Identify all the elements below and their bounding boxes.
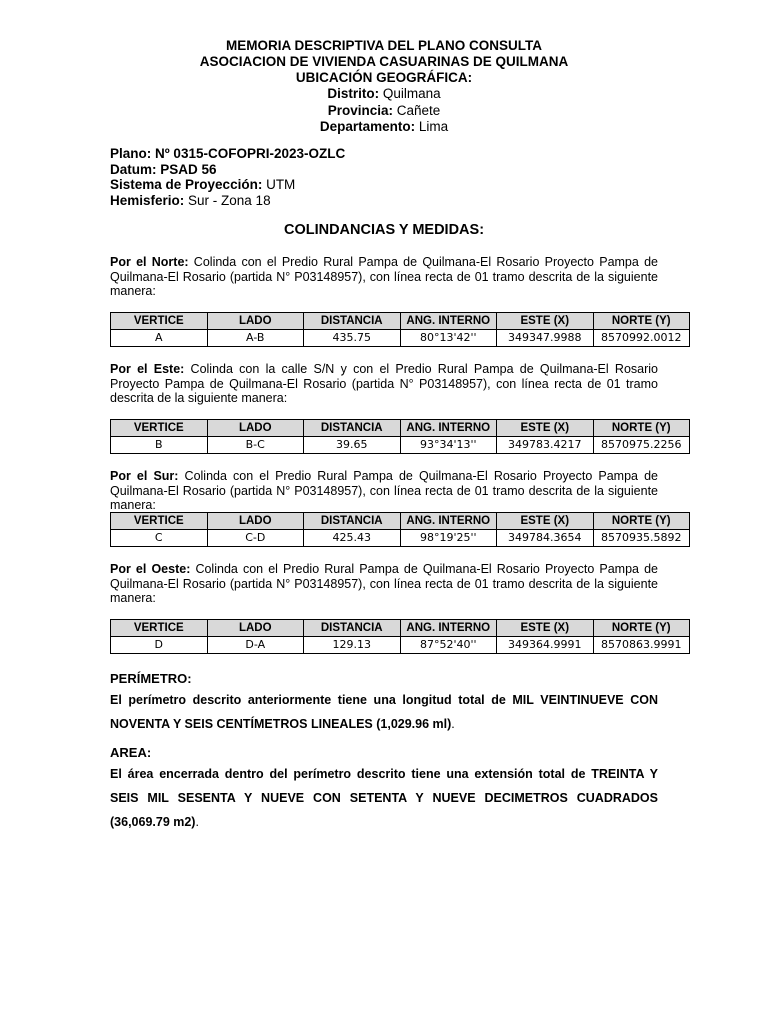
sur-lead: Por el Sur: xyxy=(110,469,179,483)
este-paragraph xyxy=(110,362,658,406)
perimetro-body: El perímetro descrito anteriormente tiene una longitud total de MIL VEINTINUEVE CON NOVENTA Y SEIS CENTÍMETROS LINEALES (1,029.96 ml) xyxy=(110,693,658,731)
cell-norte: 8570975.2256 xyxy=(593,437,690,454)
document-header xyxy=(0,38,768,136)
header-title-2: ASOCIACION DE VIVIENDA CASUARINAS DE QUILMANA xyxy=(199,54,569,69)
este-table xyxy=(110,419,690,454)
datum-line: Datum: PSAD 56 xyxy=(110,161,217,177)
departamento-line xyxy=(0,119,768,136)
sur-text: Colinda con el Predio Rural Pampa de Quilmana-El Rosario Proyecto Pampa de Quilmana-El Rosario (partida N° P03148957), con línea recta de 01 tramo descrita de la siguiente manera: xyxy=(110,469,658,512)
oeste-text: Colinda con el Predio Rural Pampa de Quilmana-El Rosario Proyecto Pampa de Quilmana-El Rosario (partida N° P03148957), con línea recta de 01 tramo descrita de la siguiente manera: xyxy=(110,562,658,605)
cell-lado: A-B xyxy=(207,330,304,347)
area-text xyxy=(110,762,658,834)
col-distancia: DISTANCIA xyxy=(304,313,401,330)
col-vertice: VERTICE xyxy=(111,620,208,637)
cell-este: 349784.3654 xyxy=(497,530,594,547)
col-lado: LADO xyxy=(207,420,304,437)
table-header-row xyxy=(111,620,690,637)
cell-norte: 8570935.5892 xyxy=(593,530,690,547)
norte-text: Colinda con el Predio Rural Pampa de Quilmana-El Rosario Proyecto Pampa de Quilmana-El Rosario (partida N° P03148957), con línea recta de 01 tramo descrita de la siguiente manera: xyxy=(110,255,658,298)
cell-lado: D-A xyxy=(207,637,304,654)
area-end: . xyxy=(195,815,199,829)
sur-table xyxy=(110,512,690,547)
header-title-3: UBICACIÓN GEOGRÁFICA: xyxy=(295,70,473,85)
col-ang-interno: ANG. INTERNO xyxy=(400,513,497,530)
hemisferio-value: Sur - Zona 18 xyxy=(184,192,271,208)
col-distancia: DISTANCIA xyxy=(304,420,401,437)
cell-vertice: C xyxy=(111,530,208,547)
distrito-line xyxy=(0,86,768,103)
col-ang-interno: ANG. INTERNO xyxy=(400,313,497,330)
cell-ang-interno: 80°13'42'' xyxy=(400,330,497,347)
col-este: ESTE (X) xyxy=(497,313,594,330)
col-ang-interno: ANG. INTERNO xyxy=(400,620,497,637)
col-este: ESTE (X) xyxy=(497,420,594,437)
cell-norte: 8570992.0012 xyxy=(593,330,690,347)
header-title-1: MEMORIA DESCRIPTIVA DEL PLANO CONSULTA xyxy=(225,38,542,53)
plano-line: Plano: Nº 0315-COFOPRI-2023-OZLC xyxy=(110,146,346,161)
hemisferio-label: Hemisferio: xyxy=(110,192,185,208)
perimetro-text xyxy=(110,688,658,736)
oeste-table xyxy=(110,619,690,654)
departamento-label: Departamento: xyxy=(319,119,416,134)
oeste-lead: Por el Oeste: xyxy=(110,562,191,576)
distrito-value: Quilmana xyxy=(379,86,441,101)
cell-distancia: 425.43 xyxy=(304,530,401,547)
col-vertice: VERTICE xyxy=(111,513,208,530)
sistema-line xyxy=(110,177,658,193)
distrito-label: Distrito: xyxy=(327,86,380,101)
col-norte: NORTE (Y) xyxy=(593,620,690,637)
cell-distancia: 435.75 xyxy=(304,330,401,347)
col-norte: NORTE (Y) xyxy=(593,513,690,530)
sistema-label: Sistema de Proyección: xyxy=(110,177,263,192)
cell-ang-interno: 93°34'13'' xyxy=(400,437,497,454)
cell-ang-interno: 87°52'40'' xyxy=(400,637,497,654)
table-header-row xyxy=(111,513,690,530)
provincia-label: Provincia: xyxy=(327,102,393,118)
cell-lado: B-C xyxy=(207,437,304,454)
col-distancia: DISTANCIA xyxy=(304,620,401,637)
cell-este: 349364.9991 xyxy=(497,637,594,654)
este-text: Colinda con la calle S/N y con el Predio Rural Pampa de Quilmana-El Rosario Proyecto Pampa de Quilmana-El Rosario (partida N° P03148957), con línea recta de 01 tramo descrita de la siguiente manera: xyxy=(110,362,658,405)
cell-este: 349783.4217 xyxy=(497,437,594,454)
cell-ang-interno: 98°19'25'' xyxy=(400,530,497,547)
provincia-line xyxy=(0,103,768,120)
cell-este: 349347.9988 xyxy=(497,330,594,347)
table-row xyxy=(111,437,690,454)
cell-distancia: 129.13 xyxy=(304,637,401,654)
provincia-value: Cañete xyxy=(392,102,441,118)
col-vertice: VERTICE xyxy=(111,420,208,437)
plan-metadata xyxy=(110,146,658,208)
col-este: ESTE (X) xyxy=(497,513,594,530)
section-title: COLINDANCIAS Y MEDIDAS: xyxy=(283,222,485,238)
area-title: AREA: xyxy=(110,745,152,760)
norte-lead: Por el Norte: xyxy=(110,255,189,269)
table-row xyxy=(111,530,690,547)
perimetro-end: . xyxy=(451,717,455,731)
col-norte: NORTE (Y) xyxy=(593,420,690,437)
cell-vertice: B xyxy=(111,437,208,454)
col-norte: NORTE (Y) xyxy=(593,313,690,330)
col-distancia: DISTANCIA xyxy=(304,513,401,530)
col-lado: LADO xyxy=(207,513,304,530)
cell-distancia: 39.65 xyxy=(304,437,401,454)
cell-lado: C-D xyxy=(207,530,304,547)
oeste-paragraph xyxy=(110,562,658,606)
table-row xyxy=(111,330,690,347)
col-lado: LADO xyxy=(207,313,304,330)
area-body: El área encerrada dentro del perímetro descrito tiene una extensión total de TREINTA Y SEIS MIL SESENTA Y NUEVE CON SETENTA Y NUEVE DECIMETROS CUADRADOS (36,069.79 m2) xyxy=(110,767,658,829)
col-vertice: VERTICE xyxy=(111,313,208,330)
norte-paragraph xyxy=(110,255,658,299)
cell-norte: 8570863.9991 xyxy=(593,637,690,654)
table-header-row xyxy=(111,420,690,437)
sistema-value: UTM xyxy=(262,177,296,192)
perimetro-title: PERÍMETRO: xyxy=(110,671,192,686)
table-row xyxy=(111,637,690,654)
col-ang-interno: ANG. INTERNO xyxy=(400,420,497,437)
norte-table xyxy=(110,312,690,347)
cell-vertice: A xyxy=(111,330,208,347)
table-header-row xyxy=(111,313,690,330)
col-lado: LADO xyxy=(207,620,304,637)
este-lead: Por el Este: xyxy=(110,362,185,376)
departamento-value: Lima xyxy=(415,119,449,134)
sur-paragraph xyxy=(110,469,658,513)
hemisferio-line xyxy=(110,193,658,209)
cell-vertice: D xyxy=(111,637,208,654)
col-este: ESTE (X) xyxy=(497,620,594,637)
